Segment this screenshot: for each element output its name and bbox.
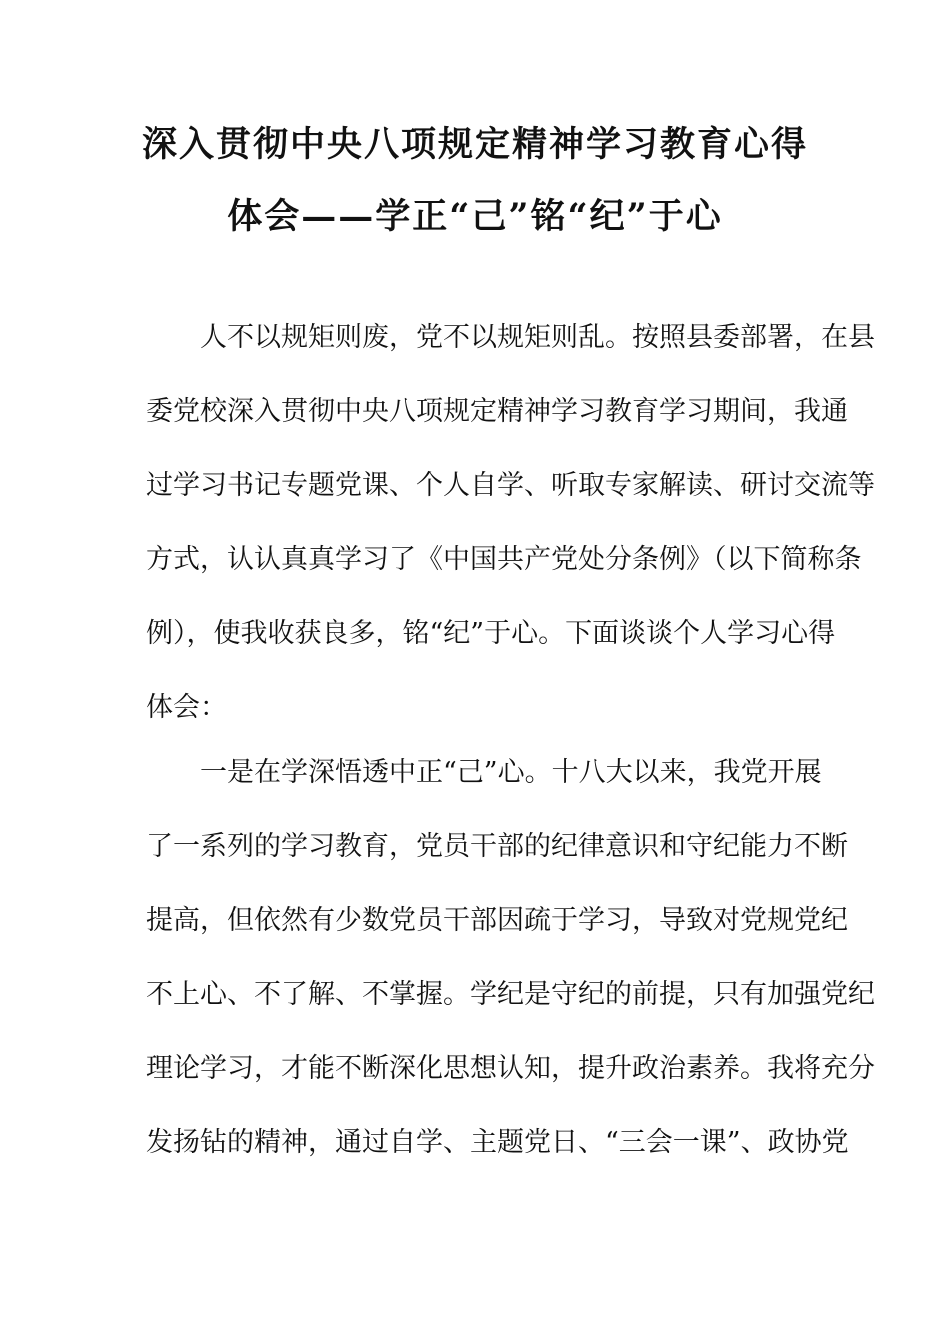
paragraph-line: 理论学习，才能不断深化思想认知，提升政治素养。我将充分 [146,1053,875,1084]
paragraph-line: 过学习书记专题党课、个人自学、听取专家解读、研讨交流等 [146,470,875,501]
paragraph-line: 了一系列的学习教育，党员干部的纪律意识和守纪能力不断 [146,831,848,862]
paragraph-line: 人不以规矩则废，党不以规矩则乱。按照县委部署，在县 [200,322,875,353]
document-title-line-2: 体会——学正“己”铭“纪”于心 [227,196,723,237]
paragraph-line: 提高，但依然有少数党员干部因疏于学习，导致对党规党纪 [146,905,848,936]
paragraph-line: 一是在学深悟透中正“己”心。十八大以来，我党开展 [200,757,822,788]
paragraph-line: 不上心、不了解、不掌握。学纪是守纪的前提，只有加强党纪 [146,979,875,1010]
paragraph-line: 体会： [146,692,227,723]
paragraph-line: 发扬钻的精神，通过自学、主题党日、“三会一课”、政协党 [146,1127,849,1158]
document-title-line-1: 深入贯彻中央八项规定精神学习教育心得 [141,124,808,165]
paragraph-line: 委党校深入贯彻中央八项规定精神学习教育学习期间，我通 [146,396,848,427]
paragraph-line: 例），使我收获良多，铭“纪”于心。下面谈谈个人学习心得 [146,618,836,649]
paragraph-line: 方式，认认真真学习了《中国共产党处分条例》（以下简称条 [146,544,862,575]
